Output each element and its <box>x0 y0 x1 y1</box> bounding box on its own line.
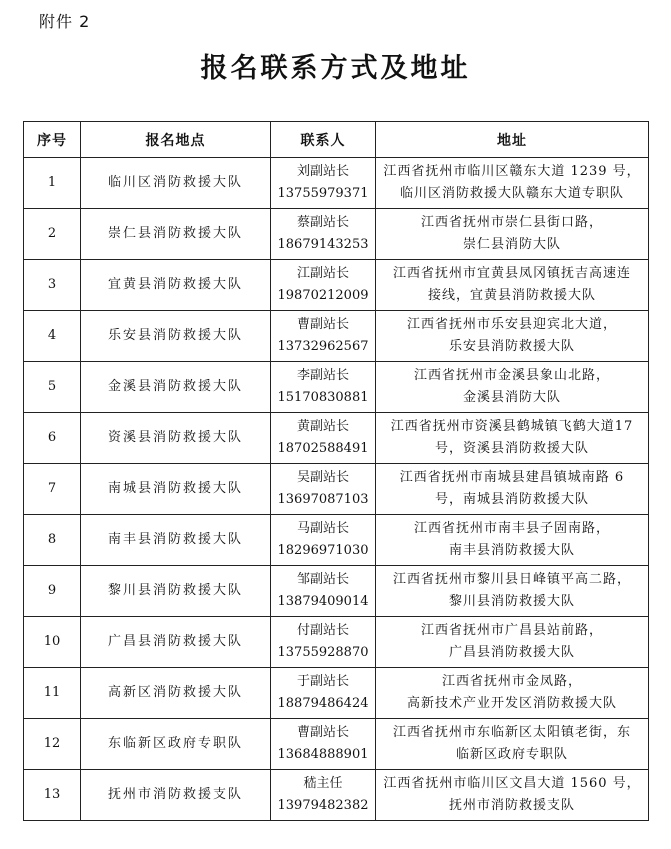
address-cell <box>376 719 649 770</box>
contact-cell <box>271 464 376 515</box>
registration-place: 宜黄县消防救援大队 <box>81 260 271 311</box>
contact-phone: 19870212009 <box>277 288 369 303</box>
contact-name: 曹副站长 <box>296 725 349 740</box>
contact-cell <box>271 260 376 311</box>
address-line-1: 江西省抚州市临川区赣东大道 1239 号， <box>383 164 641 179</box>
row-number: 13 <box>24 770 81 821</box>
table-row <box>24 719 649 770</box>
contact-cell <box>271 617 376 668</box>
column-header-address: 地址 <box>376 122 649 158</box>
table-row <box>24 311 649 362</box>
address-cell <box>376 770 649 821</box>
contact-phone: 13755928870 <box>277 645 369 660</box>
address-line-2: 乐安县消防救援大队 <box>448 339 575 354</box>
registration-place: 崇仁县消防救援大队 <box>81 209 271 260</box>
contact-cell <box>271 566 376 617</box>
registration-place: 乐安县消防救援大队 <box>81 311 271 362</box>
contact-phone: 13697087103 <box>277 492 369 507</box>
row-number: 7 <box>24 464 81 515</box>
address-cell <box>376 668 649 719</box>
registration-place: 临川区消防救援大队 <box>81 158 271 209</box>
row-number: 9 <box>24 566 81 617</box>
table-row <box>24 770 649 821</box>
address-line-1: 江西省抚州市金凤路， <box>441 674 582 689</box>
row-number: 10 <box>24 617 81 668</box>
address-line-1: 江西省抚州市黎川县日峰镇平高二路， <box>392 572 631 587</box>
table-row <box>24 515 649 566</box>
contact-phone: 18702588491 <box>277 441 369 456</box>
row-number: 2 <box>24 209 81 260</box>
contact-name: 刘副站长 <box>296 164 349 179</box>
contact-name: 于副站长 <box>296 674 349 689</box>
address-line-2: 临新区政府专职队 <box>455 747 568 762</box>
column-header-number: 序号 <box>24 122 81 158</box>
page-title: 报名联系方式及地址 <box>200 53 471 84</box>
contact-name: 曹副站长 <box>296 317 349 332</box>
address-cell <box>376 464 649 515</box>
contact-name: 马副站长 <box>296 521 349 536</box>
registration-place: 黎川县消防救援大队 <box>81 566 271 617</box>
address-line-2: 南丰县消防救援大队 <box>448 543 575 558</box>
address-cell <box>376 515 649 566</box>
address-line-1: 江西省抚州市广昌县站前路， <box>420 623 603 638</box>
address-line-2: 高新技术产业开发区消防救援大队 <box>406 696 617 711</box>
registration-place: 东临新区政府专职队 <box>81 719 271 770</box>
address-line-1: 江西省抚州市资溪县鹤城镇飞鹤大道17 <box>390 419 634 434</box>
registration-place: 资溪县消防救援大队 <box>81 413 271 464</box>
contact-name: 蔡副站长 <box>296 215 349 230</box>
contact-cell <box>271 209 376 260</box>
address-line-1: 江西省抚州市宜黄县凤冈镇抚吉高速连 <box>392 266 631 281</box>
contact-name: 邹副站长 <box>296 572 349 587</box>
address-line-2: 黎川县消防救援大队 <box>448 594 575 609</box>
table-row <box>24 668 649 719</box>
table-row <box>24 617 649 668</box>
address-line-1: 江西省抚州市崇仁县街口路， <box>420 215 603 230</box>
registration-place: 抚州市消防救援支队 <box>81 770 271 821</box>
contact-cell <box>271 362 376 413</box>
table-row <box>24 566 649 617</box>
table-row <box>24 260 649 311</box>
contact-phone: 18296971030 <box>277 543 369 558</box>
address-line-1: 江西省抚州市南城县建昌镇城南路 6 <box>399 470 625 485</box>
address-cell <box>376 566 649 617</box>
address-cell <box>376 260 649 311</box>
contact-phone: 13979482382 <box>277 798 369 813</box>
contact-cell <box>271 515 376 566</box>
address-line-2: 号，南城县消防救援大队 <box>434 492 589 507</box>
row-number: 3 <box>24 260 81 311</box>
column-header-contact: 联系人 <box>271 122 376 158</box>
table-row <box>24 464 649 515</box>
table-header-row <box>24 122 649 158</box>
address-cell <box>376 311 649 362</box>
contact-phone: 13879409014 <box>277 594 369 609</box>
address-line-2: 接线，宜黄县消防救援大队 <box>427 288 596 303</box>
contact-phone: 13732962567 <box>277 339 369 354</box>
address-line-2: 号，资溪县消防救援大队 <box>434 441 589 456</box>
row-number: 11 <box>24 668 81 719</box>
contact-cell <box>271 668 376 719</box>
contact-cell <box>271 413 376 464</box>
contact-cell <box>271 158 376 209</box>
address-line-2: 广昌县消防救援大队 <box>448 645 575 660</box>
address-line-1: 江西省抚州市南丰县子固南路， <box>413 521 610 536</box>
contacts-table <box>23 121 649 821</box>
contact-name: 嵇主任 <box>303 776 343 791</box>
address-cell <box>376 617 649 668</box>
address-cell <box>376 209 649 260</box>
contact-phone: 13755979371 <box>277 186 369 201</box>
contact-name: 江副站长 <box>296 266 349 281</box>
contact-name: 李副站长 <box>296 368 349 383</box>
address-line-2: 崇仁县消防大队 <box>462 237 561 252</box>
address-line-2: 抚州市消防救援支队 <box>448 798 575 813</box>
contact-cell <box>271 770 376 821</box>
row-number: 4 <box>24 311 81 362</box>
contact-cell <box>271 311 376 362</box>
contact-name: 付副站长 <box>296 623 349 638</box>
address-line-1: 江西省抚州市临川区文昌大道 1560 号， <box>383 776 641 791</box>
registration-place: 金溪县消防救援大队 <box>81 362 271 413</box>
table-row <box>24 209 649 260</box>
contact-name: 吴副站长 <box>296 470 349 485</box>
row-number: 1 <box>24 158 81 209</box>
row-number: 5 <box>24 362 81 413</box>
address-line-2: 临川区消防救援大队赣东大道专职队 <box>399 186 624 201</box>
registration-place: 高新区消防救援大队 <box>81 668 271 719</box>
contact-phone: 18879486424 <box>277 696 369 711</box>
row-number: 6 <box>24 413 81 464</box>
table-row <box>24 362 649 413</box>
row-number: 12 <box>24 719 81 770</box>
address-line-1: 江西省抚州市金溪县象山北路， <box>413 368 610 383</box>
address-cell <box>376 362 649 413</box>
attachment-label: 附件 2 <box>39 12 91 31</box>
contact-name: 黄副站长 <box>296 419 349 434</box>
contact-cell <box>271 719 376 770</box>
column-header-place: 报名地点 <box>81 122 271 158</box>
address-cell <box>376 413 649 464</box>
row-number: 8 <box>24 515 81 566</box>
address-line-2: 金溪县消防大队 <box>462 390 561 405</box>
address-line-1: 江西省抚州市东临新区太阳镇老街，东 <box>392 725 631 740</box>
contact-phone: 15170830881 <box>277 390 369 405</box>
table-row <box>24 158 649 209</box>
table-row <box>24 413 649 464</box>
contact-phone: 13684888901 <box>277 747 369 762</box>
registration-place: 广昌县消防救援大队 <box>81 617 271 668</box>
address-line-1: 江西省抚州市乐安县迎宾北大道， <box>406 317 617 332</box>
registration-place: 南城县消防救援大队 <box>81 464 271 515</box>
address-cell <box>376 158 649 209</box>
registration-place: 南丰县消防救援大队 <box>81 515 271 566</box>
contact-phone: 18679143253 <box>277 237 369 252</box>
